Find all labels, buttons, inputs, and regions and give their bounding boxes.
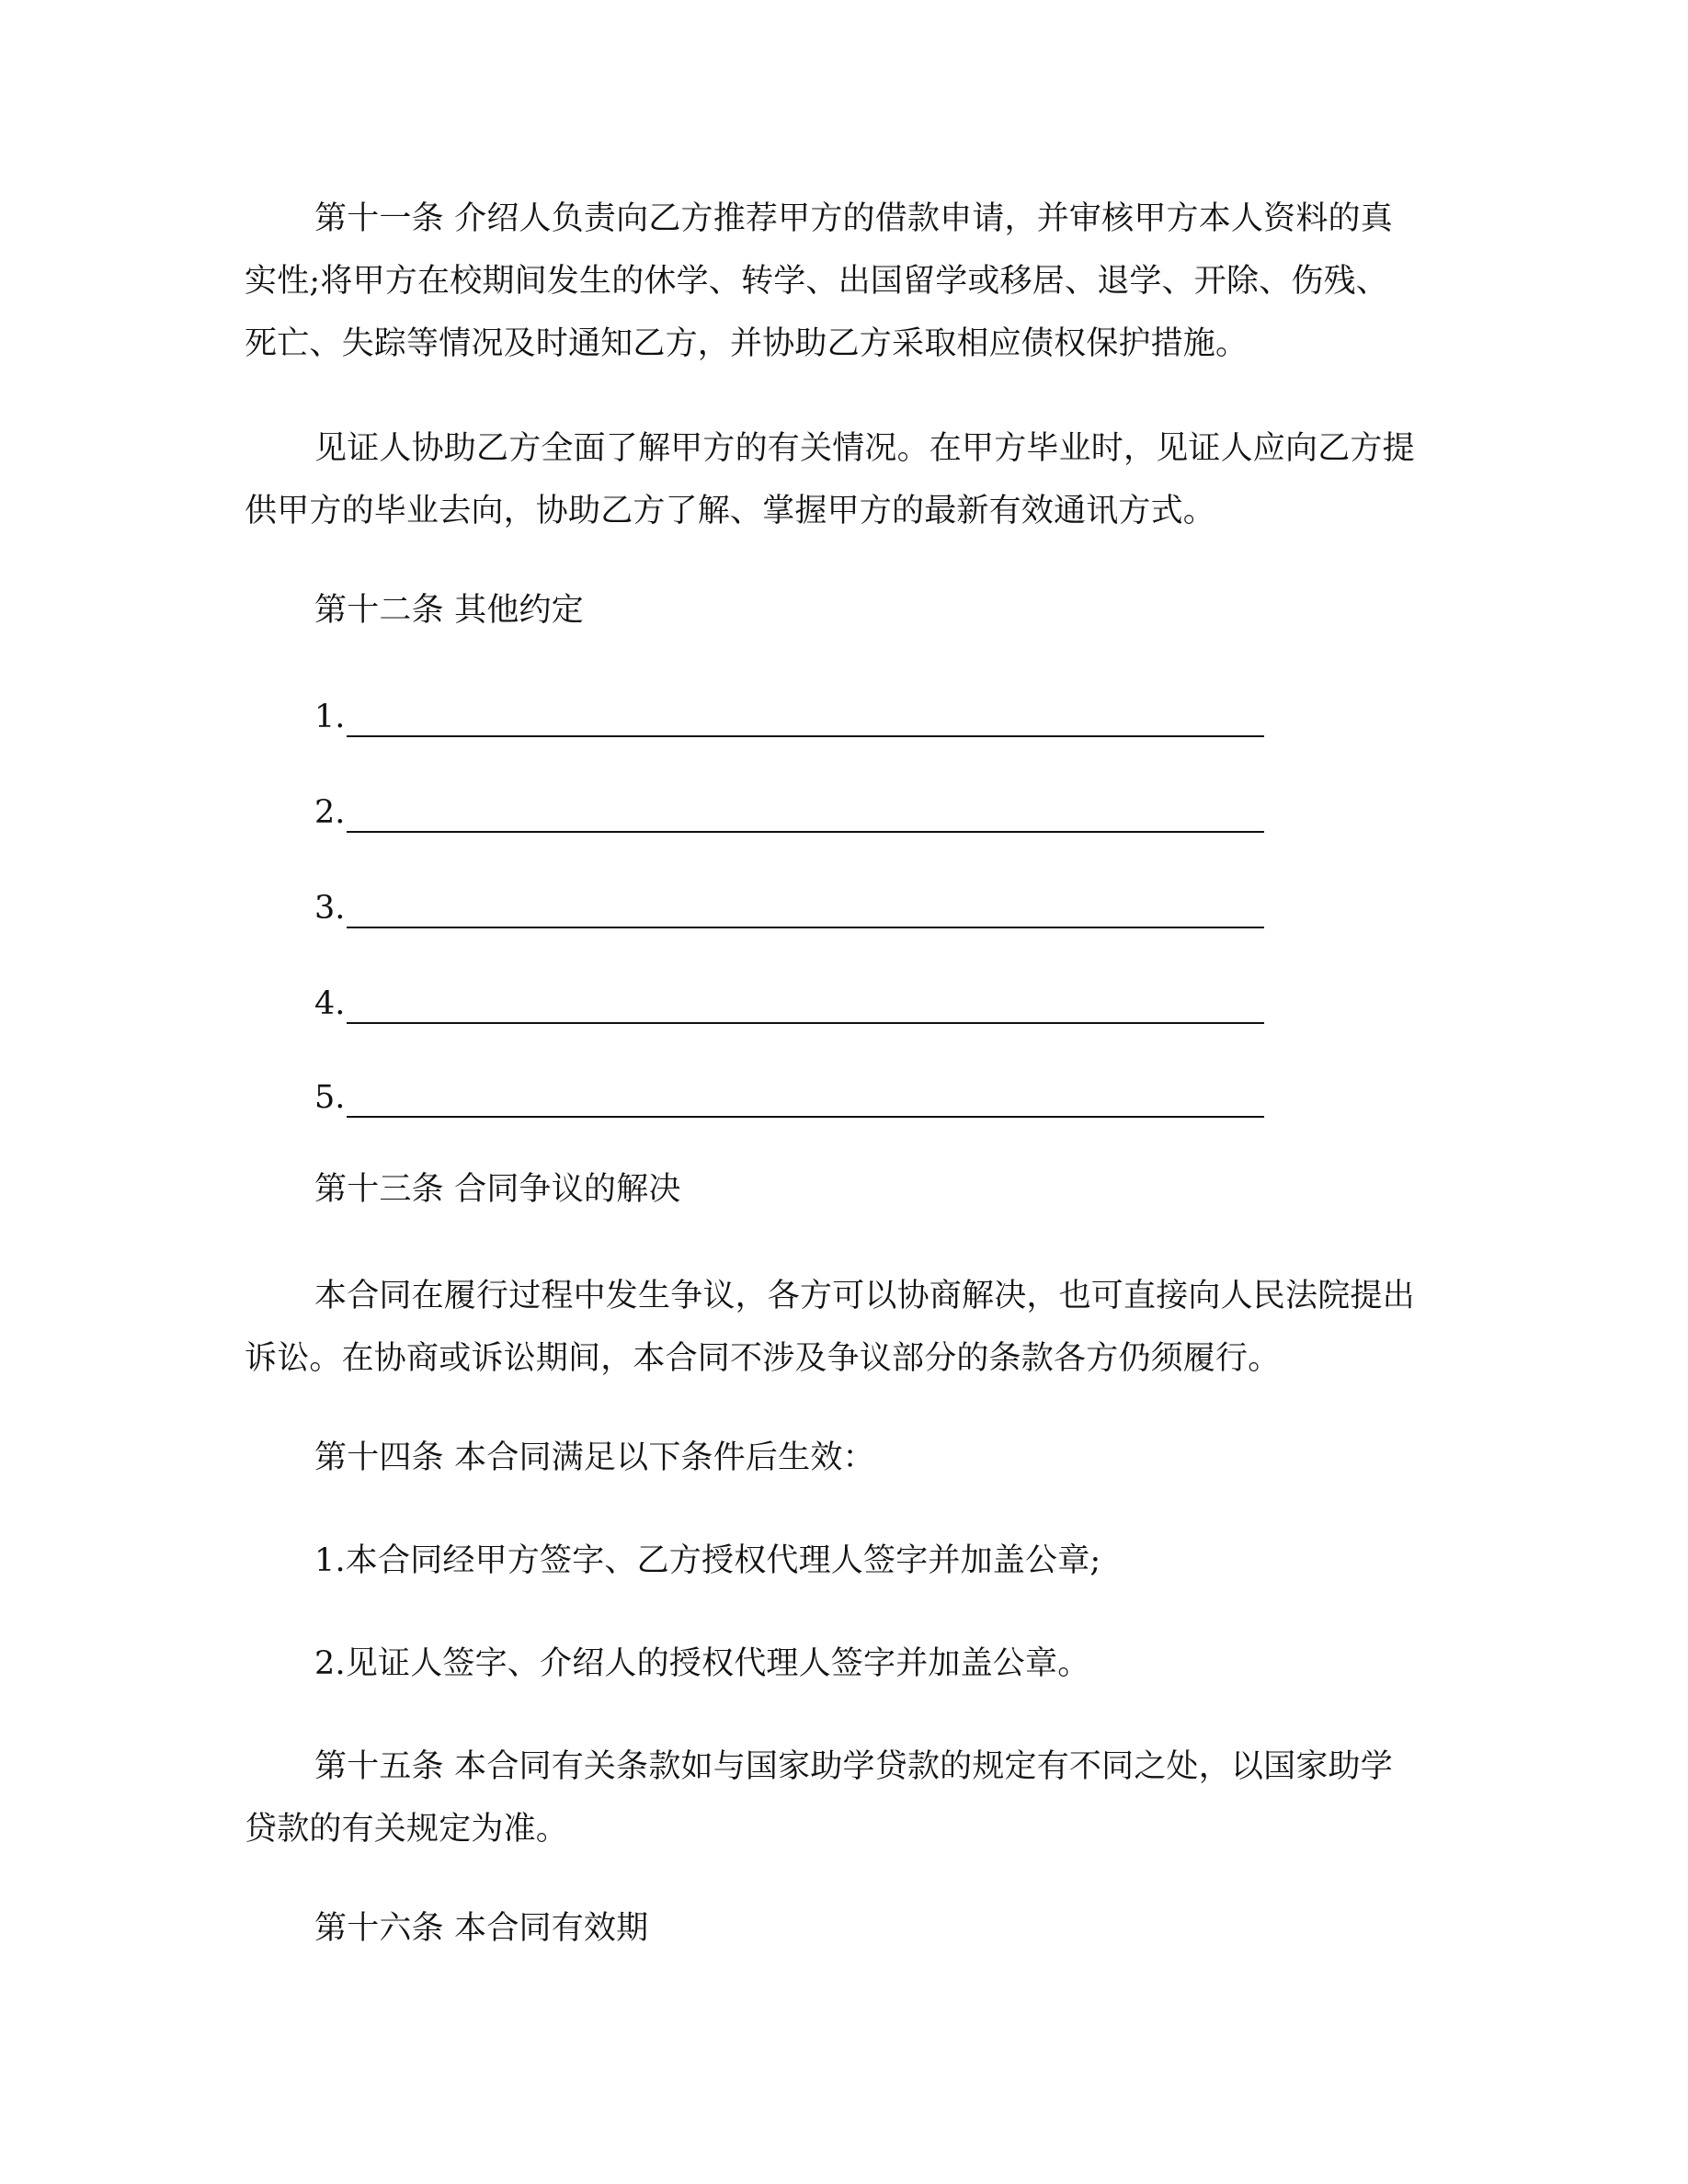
blank-line-5 — [314, 1077, 1264, 1118]
witness-line-1: 见证人协助乙方全面了解甲方的有关情况。在甲方毕业时，见证人应向乙方提 — [314, 430, 1415, 467]
blank-number-5: 5. — [314, 1079, 346, 1116]
article-14-title-block — [245, 1427, 1447, 1489]
article-14-item-1-block — [245, 1530, 1447, 1592]
article-15-line-1: 第十五条 本合同有关条款如与国家助学贷款的规定有不同之处，以国家助学 — [314, 1748, 1393, 1785]
blank-line-4 — [314, 984, 1264, 1024]
article-16-title-block — [245, 1897, 1447, 1960]
blank-line-2 — [314, 792, 1264, 833]
article-12-title: 第十二条 其他约定 — [314, 592, 584, 629]
blank-rule-3[interactable] — [347, 899, 1264, 928]
article-11-line-3: 死亡、失踪等情况及时通知乙方，并协助乙方采取相应债权保护措施。 — [245, 325, 1249, 362]
witness-line-2: 供甲方的毕业去向，协助乙方了解、掌握甲方的最新有效通讯方式。 — [245, 493, 1216, 529]
article-15-line-2: 贷款的有关规定为准。 — [245, 1811, 569, 1848]
article-14-title: 第十四条 本合同满足以下条件后生效： — [314, 1439, 875, 1476]
blank-number-3: 3. — [314, 890, 346, 927]
article-14-item-2: 2.见证人签字、介绍人的授权代理人签字并加盖公章。 — [314, 1645, 1090, 1682]
article-12-title-block — [245, 579, 1447, 642]
article-11-line-1: 第十一条 介绍人负责向乙方推荐甲方的借款申请，并审核甲方本人资料的真 — [314, 200, 1393, 237]
article-13-paragraph — [245, 1265, 1447, 1390]
witness-paragraph — [245, 417, 1447, 542]
blank-number-1: 1. — [314, 699, 346, 735]
article-13-line-2: 诉讼。在协商或诉讼期间，本合同不涉及争议部分的条款各方仍须履行。 — [245, 1340, 1281, 1377]
article-15-paragraph — [245, 1735, 1447, 1860]
blank-rule-2[interactable] — [347, 803, 1264, 833]
blank-line-3 — [314, 888, 1264, 928]
article-13-title: 第十三条 合同争议的解决 — [314, 1171, 681, 1208]
blank-line-1 — [314, 697, 1264, 737]
article-13-title-block — [245, 1158, 1447, 1221]
blank-rule-5[interactable] — [347, 1088, 1264, 1118]
blank-number-2: 2. — [314, 794, 346, 831]
article-14-item-2-block — [245, 1632, 1447, 1695]
article-11-paragraph — [245, 188, 1447, 375]
blank-rule-1[interactable] — [347, 708, 1264, 737]
article-14-item-1: 1.本合同经甲方签字、乙方授权代理人签字并加盖公章; — [314, 1542, 1101, 1579]
blank-rule-4[interactable] — [347, 995, 1264, 1024]
article-16-title: 第十六条 本合同有效期 — [314, 1910, 649, 1947]
article-11-line-2: 实性;将甲方在校期间发生的休学、转学、出国留学或移居、退学、开除、伤残、 — [245, 263, 1388, 300]
article-13-line-1: 本合同在履行过程中发生争议，各方可以协商解决，也可直接向人民法院提出 — [314, 1278, 1415, 1314]
blank-number-4: 4. — [314, 985, 346, 1022]
